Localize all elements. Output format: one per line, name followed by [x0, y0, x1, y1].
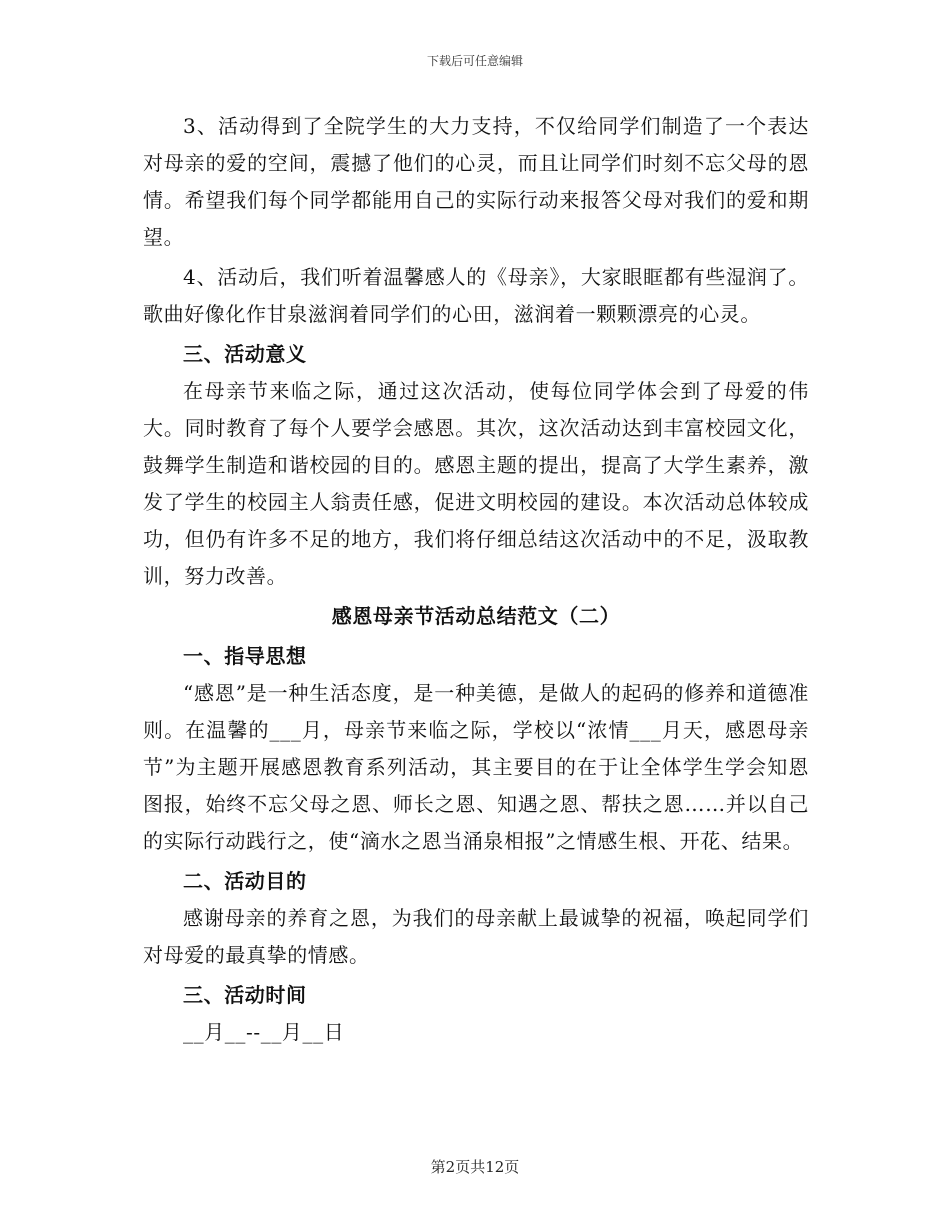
page-header: 下载后可任意编辑 [426, 54, 523, 68]
heading-activity-time: 三、活动时间 [183, 983, 307, 1007]
paragraph-guiding-thought: “感恩”是一种生活态度，是一种美德，是做人的起码的修养和道德准则。在温馨的___月，母亲节来临之际，学校以“浓情___月天，感恩母亲节”为主题开展感恩教育系列活动，其主要目的在于让全体学生学会知恩图报，始终不忘父母之恩、师长之恩、知遇之恩、帮扶之恩……并以自己的实际行动践行之，使“滴水之恩当涌泉相报”之情感生根、开花、结果。 [143, 681, 809, 853]
heading-activity-purpose: 二、活动目的 [183, 869, 307, 893]
paragraph-significance: 在母亲节来临之际，通过这次活动，使每位同学体会到了母爱的伟大。同时教育了每个人要学会感恩。其次，这次活动达到丰富校园文化，鼓舞学生制造和谐校园的目的。感恩主题的提出，提高了大学生素养，激发了学生的校园主人翁责任感，促进文明校园的建设。本次活动总体较成功，但仍有许多不足的地方，我们将仔细总结这次活动中的不足，汲取教训，努力改善。 [143, 379, 809, 588]
page-footer: 第2页共12页 [430, 1158, 520, 1176]
heading-guiding-thought: 一、指导思想 [183, 644, 307, 668]
document-body [143, 108, 809, 1051]
paragraph-activity-purpose: 感谢母亲的养育之恩，为我们的母亲献上最诚挚的祝福，唤起同学们对母爱的最真挚的情感。 [143, 906, 809, 967]
paragraph-after-activity: 4、活动后，我们听着温馨感人的《母亲》，大家眼眶都有些湿润了。歌曲好像化作甘泉滋润着同学们的心田，滋润着一颗颗漂亮的心灵。 [143, 265, 809, 326]
section-title: 感恩母亲节活动总结范文（二） [331, 604, 621, 628]
paragraph-activity-support: 3、活动得到了全院学生的大力支持，不仅给同学们制造了一个表达对母亲的爱的空间，震撼了他们的心灵，而且让同学们时刻不忘父母的恩情。希望我们每个同学都能用自己的实际行动来报答父母对我们的爱和期望。 [143, 114, 809, 249]
paragraph-activity-time: __月__--__月__日 [183, 1020, 345, 1044]
heading-activity-significance: 三、活动意义 [183, 342, 307, 366]
